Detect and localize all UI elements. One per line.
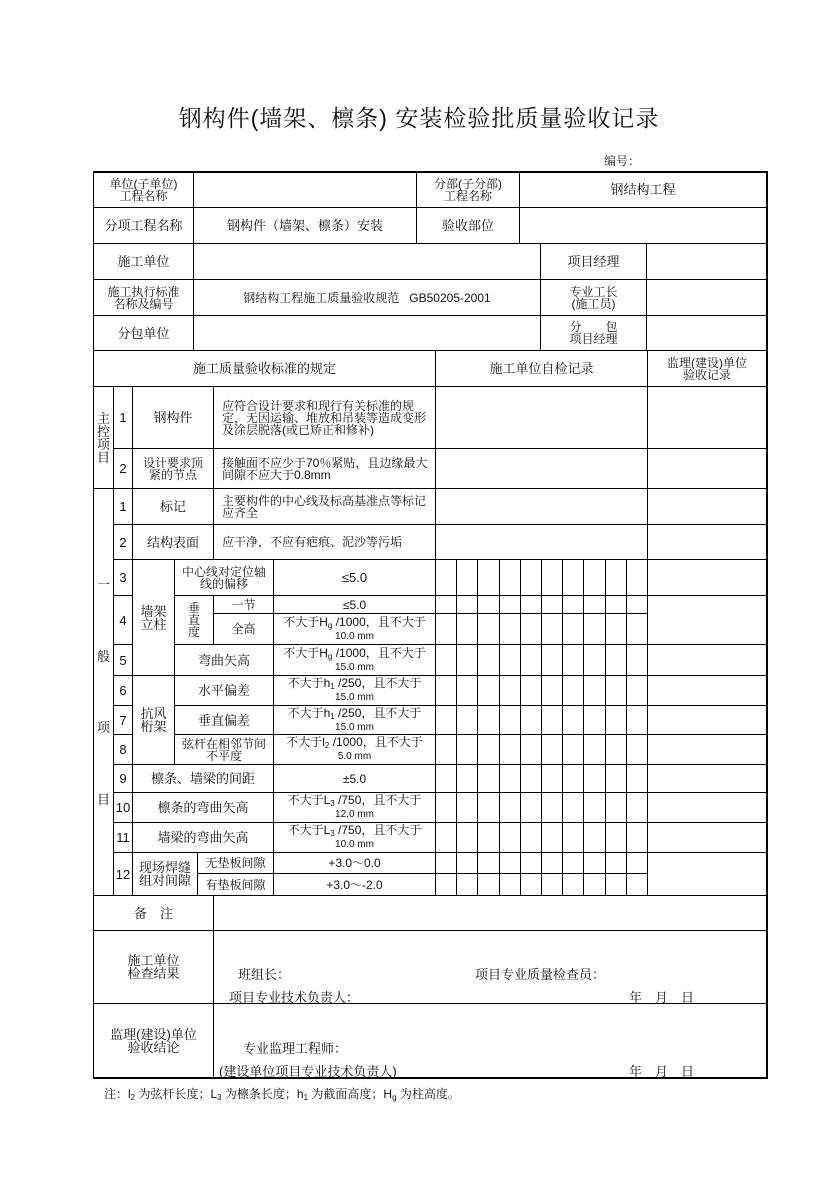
item-name: 水平偏差 <box>174 675 274 706</box>
item-number: 9 <box>113 764 133 793</box>
self-check-cell[interactable] <box>456 822 478 853</box>
supervision-cell[interactable] <box>647 675 767 706</box>
self-check-cell[interactable] <box>435 644 457 676</box>
item-number: 3 <box>113 559 133 596</box>
spec-limit: 10.0 mm <box>335 630 374 642</box>
remarks-field[interactable] <box>213 895 767 931</box>
self-check-cell[interactable] <box>435 873 457 896</box>
item-spec: ±5.0 <box>273 764 436 793</box>
weld-gap-group: 现场焊缝 组对间隙 <box>132 852 198 896</box>
self-check-cell[interactable] <box>456 764 478 793</box>
self-check-cell[interactable] <box>499 559 521 596</box>
standard-value[interactable]: 钢结构工程施工质量验收规范 GB50205-2001 <box>193 279 541 316</box>
foreman-value[interactable] <box>646 279 767 316</box>
category-char: 目 <box>96 791 110 807</box>
self-check-cell[interactable] <box>583 705 605 735</box>
item-name: 弯曲矢高 <box>174 644 274 676</box>
self-check-cell[interactable] <box>541 595 563 614</box>
self-check-column-header: 施工单位自检记录 <box>435 350 648 387</box>
spec-limit: 15.0 mm <box>335 692 374 703</box>
self-check-cell[interactable] <box>541 822 563 853</box>
self-check-cell[interactable] <box>562 852 584 874</box>
spec-limit: 10.0 mm <box>335 839 374 850</box>
self-check-cell[interactable] <box>605 852 627 874</box>
item-name: 设计要求顶 紧的节点 <box>132 448 214 489</box>
division-value[interactable]: 钢结构工程 <box>519 171 767 208</box>
spec-text: /750，且不大于 <box>334 793 422 807</box>
self-check-cell[interactable] <box>435 675 457 706</box>
spec-line <box>286 737 423 751</box>
item-number: 4 <box>113 595 133 645</box>
self-check-cell[interactable] <box>541 873 563 896</box>
self-check-cell[interactable] <box>499 852 521 874</box>
self-check-cell[interactable] <box>520 675 542 706</box>
item-spec: ≤5.0 <box>273 559 436 596</box>
self-check-cell[interactable] <box>541 852 563 874</box>
location-label: 验收部位 <box>416 207 520 244</box>
footnote-text: 为柱高度。 <box>396 1087 460 1101</box>
self-check-cell[interactable] <box>562 613 584 645</box>
self-check-cell[interactable] <box>499 792 521 823</box>
self-check-cell[interactable] <box>583 595 605 614</box>
supervision-cell[interactable] <box>647 595 767 645</box>
self-check-cell[interactable] <box>626 675 648 706</box>
footnote-text: 为截面高度；H <box>308 1087 393 1101</box>
contractor-result-label: 施工单位 检查结果 <box>93 930 214 1004</box>
footnote-sub: g <box>392 1093 397 1102</box>
spec-line <box>287 705 422 722</box>
subcontractor-label: 分包单位 <box>93 315 194 351</box>
self-check-cell[interactable] <box>541 675 563 706</box>
self-check-cell[interactable] <box>435 852 457 874</box>
self-check-cell[interactable] <box>605 792 627 823</box>
self-check-cell[interactable] <box>456 852 478 874</box>
item-name: 全高 <box>213 613 274 645</box>
remarks-label: 备 注 <box>93 895 214 931</box>
spec-text: 不大于h <box>287 705 331 720</box>
supervision-result-label: 监理(建设)单位 验收结论 <box>93 1003 214 1078</box>
self-check-cell[interactable] <box>562 559 584 596</box>
supervision-cell[interactable] <box>647 705 767 735</box>
subitem-value[interactable]: 钢构件（墙架、檩条）安装 <box>193 207 417 244</box>
spec-text: 不大于L <box>287 793 331 807</box>
spec-text: /1000，且不大于 <box>332 645 426 660</box>
category-char: 项 <box>96 436 110 452</box>
category-char: 一 <box>96 577 110 593</box>
division-label: 分部(子分部) 工程名称 <box>416 171 520 208</box>
supervision-cell[interactable] <box>647 644 767 676</box>
self-check-cell[interactable] <box>435 764 457 793</box>
self-check-cell[interactable] <box>456 613 478 645</box>
self-check-cell[interactable] <box>456 705 478 735</box>
spec-line <box>283 645 426 662</box>
self-check-cell[interactable] <box>605 595 627 614</box>
item-number: 10 <box>113 792 133 823</box>
category-char: 般 <box>96 648 110 664</box>
self-check-cell[interactable] <box>562 822 584 853</box>
footnote-text: 为弦杆长度；L <box>135 1087 218 1101</box>
spec-text: /750，且不大于 <box>334 823 422 837</box>
item-number: 5 <box>113 644 133 676</box>
tech-lead-label: 项目专业技术负责人： <box>229 990 360 1005</box>
self-check-cell[interactable] <box>605 822 627 853</box>
self-check-cell[interactable] <box>605 705 627 735</box>
item-spec: +3.0～0.0 <box>273 852 436 874</box>
self-check-cell[interactable] <box>583 734 605 765</box>
self-check-cell[interactable] <box>541 559 563 596</box>
self-check-cell[interactable] <box>626 705 648 735</box>
spec-subscript: g <box>327 651 333 661</box>
category-char: 控 <box>96 423 110 439</box>
footnote-sub: 1 <box>303 1093 309 1102</box>
self-check-cell[interactable] <box>435 488 648 525</box>
contractor-value[interactable] <box>193 243 541 280</box>
spec-text: 不大于l <box>286 735 325 749</box>
supervision-cell[interactable] <box>647 448 767 489</box>
self-check-cell[interactable] <box>456 644 478 676</box>
self-check-cell[interactable] <box>477 644 499 676</box>
item-spec: 应干净，不应有疤痕、泥沙等污垢 <box>213 524 436 560</box>
self-check-cell[interactable] <box>583 675 605 706</box>
self-check-cell[interactable] <box>541 764 563 793</box>
self-check-cell[interactable] <box>626 792 648 823</box>
self-check-cell[interactable] <box>477 822 499 853</box>
owner-tech-lead-label: (建设单位项目专业技术负责人) <box>219 1064 397 1079</box>
supervision-date: 年 月 日 <box>629 1064 695 1079</box>
wall-column-group: 墙架 立柱 <box>132 559 175 676</box>
item-name: 钢构件 <box>132 386 214 449</box>
subitem-label: 分项工程名称 <box>93 207 194 244</box>
supervising-engineer-label: 专业监理工程师： <box>243 1041 348 1056</box>
category-char: 目 <box>96 449 110 465</box>
item-name: 一节 <box>213 595 274 614</box>
self-check-cell[interactable] <box>520 705 542 735</box>
self-check-cell[interactable] <box>626 852 648 874</box>
item-spec: +3.0～-2.0 <box>273 873 436 896</box>
supervision-cell[interactable] <box>647 524 767 560</box>
item-spec: ≤5.0 <box>273 595 436 614</box>
self-check-cell[interactable] <box>626 644 648 676</box>
self-check-cell[interactable] <box>456 595 478 614</box>
self-check-cell[interactable] <box>605 644 627 676</box>
unit-value[interactable] <box>193 171 417 208</box>
spec-text: 不大于L <box>287 823 331 837</box>
self-check-cell[interactable] <box>456 675 478 706</box>
self-check-cell[interactable] <box>435 792 457 823</box>
self-check-cell[interactable] <box>583 873 605 896</box>
self-check-cell[interactable] <box>499 675 521 706</box>
supervision-cell[interactable] <box>647 734 767 765</box>
qc-inspector-label: 项目专业质量检查员： <box>475 967 606 982</box>
footnote-sub: 3 <box>217 1093 222 1102</box>
footnote-sub: 2 <box>130 1093 136 1102</box>
self-check-cell[interactable] <box>562 644 584 676</box>
spec-limit: 12.0 mm <box>335 809 374 820</box>
spec-limit: 5.0 mm <box>337 751 372 762</box>
supervision-cell[interactable] <box>647 488 767 525</box>
self-check-cell[interactable] <box>541 792 563 823</box>
item-name: 中心线对定位轴 线的偏移 <box>174 559 274 596</box>
verticality-group: 垂 直 度 <box>174 595 214 645</box>
self-check-cell[interactable] <box>477 613 499 645</box>
item-number: 1 <box>113 386 133 449</box>
self-check-cell[interactable] <box>499 644 521 676</box>
spec-text: /1000，且不大于 <box>329 735 423 749</box>
item-number: 6 <box>113 675 133 706</box>
item-spec: 接触面不应少于70％紧贴，且边缘最大间隙不应大于0.8mm <box>213 448 436 489</box>
self-check-cell[interactable] <box>583 764 605 793</box>
spec-text: 不大于H <box>283 645 328 660</box>
item-name: 有垫板间隙 <box>197 873 274 896</box>
spec-text: 不大于h <box>287 676 331 690</box>
spec-text: /250，且不大于 <box>334 705 422 720</box>
self-check-cell[interactable] <box>562 705 584 735</box>
self-check-cell[interactable] <box>435 448 648 489</box>
location-value[interactable] <box>519 207 767 244</box>
category-char: 项 <box>96 720 110 736</box>
item-name: 檩条、墙梁的间距 <box>132 764 274 793</box>
item-number: 12 <box>113 852 133 896</box>
self-check-cell[interactable] <box>477 764 499 793</box>
item-number: 7 <box>113 705 133 735</box>
self-check-cell[interactable] <box>520 792 542 823</box>
self-check-cell[interactable] <box>435 595 457 614</box>
self-check-cell[interactable] <box>456 792 478 823</box>
supervision-cell[interactable] <box>647 822 767 853</box>
self-check-cell[interactable] <box>477 792 499 823</box>
page-title: 钢构件(墙架、檩条) 安装检验批质量验收记录 <box>178 105 660 131</box>
item-name: 檩条的弯曲矢高 <box>132 792 274 823</box>
pm-label: 项目经理 <box>540 243 647 280</box>
supervision-cell[interactable] <box>647 852 767 896</box>
item-number: 2 <box>113 448 133 489</box>
supervision-cell[interactable] <box>647 764 767 793</box>
spec-subscript: 1 <box>330 711 335 721</box>
self-check-cell[interactable] <box>456 873 478 896</box>
self-check-cell[interactable] <box>477 852 499 874</box>
self-check-cell[interactable] <box>583 613 605 645</box>
item-name: 弦杆在相邻节间 不平度 <box>174 734 274 765</box>
self-check-cell[interactable] <box>626 822 648 853</box>
self-check-cell[interactable] <box>435 524 648 560</box>
self-check-cell[interactable] <box>562 873 584 896</box>
sub-pm-value[interactable] <box>646 315 767 351</box>
self-check-cell[interactable] <box>520 852 542 874</box>
spec-subscript: 1 <box>330 682 335 691</box>
self-check-cell[interactable] <box>520 595 542 614</box>
spec-line <box>283 614 426 631</box>
standard-column-header: 施工质量验收标准的规定 <box>93 350 436 387</box>
self-check-cell[interactable] <box>583 822 605 853</box>
self-check-cell[interactable] <box>541 613 563 645</box>
self-check-cell[interactable] <box>562 675 584 706</box>
spec-subscript: g <box>327 620 333 630</box>
item-spec: 主要构件的中心线及标高基准点等标记应齐全 <box>213 488 436 525</box>
foreman-label: 专业工长 (施工员) <box>540 279 647 316</box>
self-check-cell[interactable] <box>562 764 584 793</box>
contractor-date: 年 月 日 <box>629 990 695 1005</box>
item-number: 11 <box>113 822 133 853</box>
self-check-cell[interactable] <box>605 734 627 765</box>
self-check-cell[interactable] <box>583 559 605 596</box>
self-check-cell[interactable] <box>456 559 478 596</box>
self-check-cell[interactable] <box>626 734 648 765</box>
self-check-cell[interactable] <box>626 613 648 645</box>
record-number-label: 编号： <box>604 154 641 168</box>
self-check-cell[interactable] <box>477 559 499 596</box>
self-check-cell[interactable] <box>520 764 542 793</box>
self-check-cell[interactable] <box>477 734 499 765</box>
general-category <box>93 488 114 896</box>
item-name: 结构表面 <box>132 524 214 560</box>
self-check-cell[interactable] <box>477 705 499 735</box>
self-check-cell[interactable] <box>626 595 648 614</box>
self-check-cell[interactable] <box>499 734 521 765</box>
spec-subscript: 3 <box>330 829 335 838</box>
spec-limit: 15.0 mm <box>335 661 374 673</box>
self-check-cell[interactable] <box>477 595 499 614</box>
item-spec <box>273 734 436 765</box>
footnote-text: 为檩条长度；h <box>221 1087 304 1101</box>
pm-value[interactable] <box>646 243 767 280</box>
standard-label: 施工执行标准 名称及编号 <box>93 279 194 316</box>
spec-limit: 15.0 mm <box>335 721 374 733</box>
self-check-cell[interactable] <box>605 613 627 645</box>
self-check-cell[interactable] <box>520 873 542 896</box>
self-check-cell[interactable] <box>435 386 648 449</box>
self-check-cell[interactable] <box>435 822 457 853</box>
self-check-cell[interactable] <box>541 644 563 676</box>
self-check-cell[interactable] <box>520 734 542 765</box>
spec-line <box>288 678 422 692</box>
item-spec <box>273 792 436 823</box>
self-check-cell[interactable] <box>562 792 584 823</box>
self-check-cell[interactable] <box>499 595 521 614</box>
main-control-category <box>93 386 114 489</box>
self-check-cell[interactable] <box>562 734 584 765</box>
item-number: 8 <box>113 734 133 765</box>
spec-line <box>288 795 422 809</box>
self-check-cell[interactable] <box>626 873 648 896</box>
spec-line <box>288 825 422 839</box>
contractor-label: 施工单位 <box>93 243 194 280</box>
supervision-cell[interactable] <box>647 792 767 823</box>
item-spec <box>273 644 436 676</box>
self-check-cell[interactable] <box>541 705 563 735</box>
self-check-cell[interactable] <box>605 675 627 706</box>
self-check-cell[interactable] <box>499 613 521 645</box>
subcontractor-value[interactable] <box>193 315 541 351</box>
self-check-cell[interactable] <box>583 792 605 823</box>
self-check-cell[interactable] <box>435 613 457 645</box>
item-spec <box>273 613 436 645</box>
self-check-cell[interactable] <box>499 822 521 853</box>
self-check-cell[interactable] <box>499 873 521 896</box>
wind-truss-group: 抗风 桁架 <box>132 675 175 765</box>
self-check-cell[interactable] <box>583 852 605 874</box>
self-check-cell[interactable] <box>583 644 605 676</box>
spec-text: /250，且不大于 <box>334 676 422 690</box>
item-spec: 应符合设计要求和现行有关标准的规定，无因运输、堆放和吊装等造成变形及涂层脱落(或已矫正和修补) <box>213 386 436 449</box>
item-name: 标记 <box>132 488 214 525</box>
self-check-cell[interactable] <box>605 873 627 896</box>
self-check-cell[interactable] <box>520 822 542 853</box>
item-spec <box>273 822 436 853</box>
item-name: 垂直偏差 <box>174 705 274 735</box>
spec-subscript: 3 <box>330 799 335 808</box>
spec-subscript: 2 <box>324 741 330 750</box>
self-check-cell[interactable] <box>626 559 648 596</box>
footnote-text: 注：l <box>104 1087 131 1101</box>
item-name: 墙梁的弯曲矢高 <box>132 822 274 853</box>
footnote <box>104 1085 460 1102</box>
spec-text: /1000，且不大于 <box>332 614 426 629</box>
self-check-cell[interactable] <box>626 764 648 793</box>
self-check-cell[interactable] <box>520 613 542 645</box>
self-check-cell[interactable] <box>435 559 457 596</box>
supervision-cell[interactable] <box>647 386 767 449</box>
self-check-cell[interactable] <box>520 559 542 596</box>
self-check-cell[interactable] <box>435 734 457 765</box>
self-check-cell[interactable] <box>520 644 542 676</box>
sub-pm-label: 分 包 项目经理 <box>540 315 647 351</box>
spec-text: 不大于H <box>283 614 328 629</box>
self-check-cell[interactable] <box>499 705 521 735</box>
self-check-cell[interactable] <box>435 705 457 735</box>
self-check-cell[interactable] <box>477 873 499 896</box>
self-check-cell[interactable] <box>477 675 499 706</box>
item-spec <box>273 675 436 706</box>
self-check-cell[interactable] <box>499 764 521 793</box>
self-check-cell[interactable] <box>456 734 478 765</box>
item-number: 1 <box>113 488 133 525</box>
self-check-cell[interactable] <box>541 734 563 765</box>
self-check-cell[interactable] <box>605 764 627 793</box>
item-spec <box>273 705 436 735</box>
item-number: 2 <box>113 524 133 560</box>
supervision-cell[interactable] <box>647 559 767 596</box>
unit-label: 单位(子单位) 工程名称 <box>93 171 194 208</box>
supervision-column-header: 监理(建设)单位 验收记录 <box>647 350 767 387</box>
team-leader-label: 班组长： <box>238 967 291 982</box>
category-char: 主 <box>96 410 110 426</box>
item-name: 无垫板间隙 <box>197 852 274 874</box>
self-check-cell[interactable] <box>605 559 627 596</box>
self-check-cell[interactable] <box>562 595 584 614</box>
